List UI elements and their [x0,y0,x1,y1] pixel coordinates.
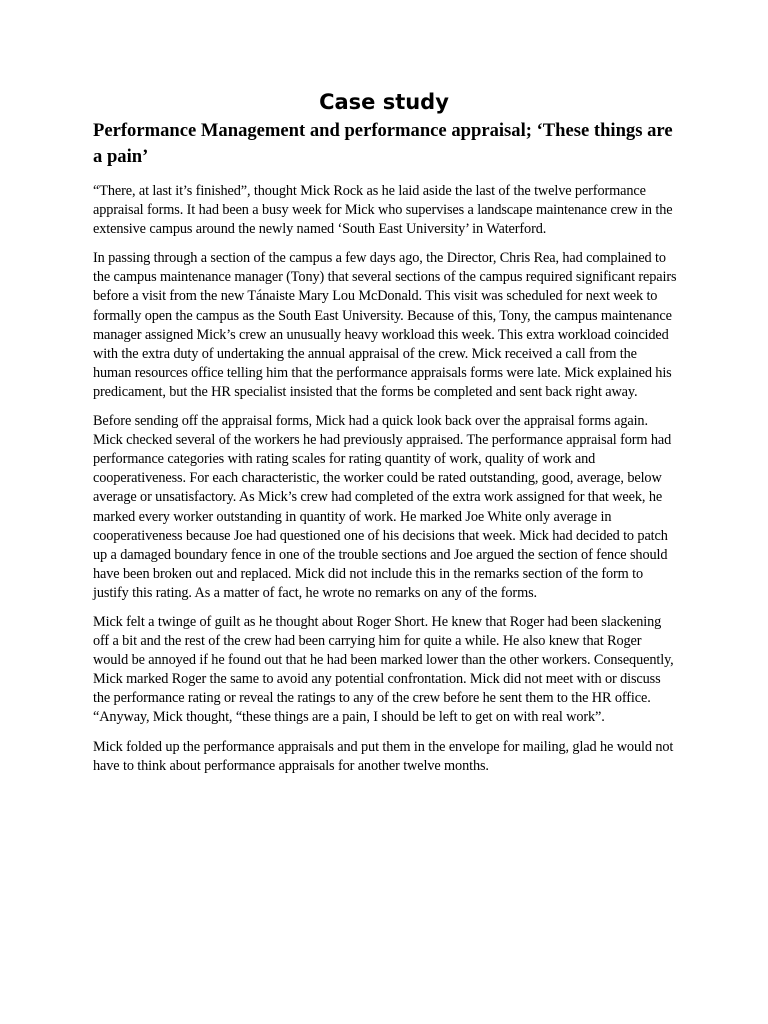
paragraph-2: In passing through a section of the campus a few days ago, the Director, Chris Rea, had complained to the campus maintenance manager (Tony) that several sections of the campus required significant repairs before a visit from the new Tánaiste Mary Lou McDonald. This visit was scheduled for next week to formally open the campus as the South East University. Because of this, Tony, the campus maintenance manager assigned Mick’s crew an unusually heavy workload this week. This extra workload coincided with the extra duty of undertaking the annual appraisal of the crew. Mick received a call from the human resources office telling him that the performance appraisals forms were late. Mick explained his predicament, but the HR specialist insisted that the forms be completed and sent back right away. [93,250,677,400]
paragraph-4: Mick felt a twinge of guilt as he thought about Roger Short. He knew that Roger had been slackening off a bit and the rest of the crew had been carrying him for quite a while. He also knew that Roger would be annoyed if he found out that he had been marked lower than the other workers. Consequently, Mick marked Roger the same to avoid any potential confrontation. Mick did not meet with or discuss the performance rating or reveal the ratings to any of the crew before he sent them to the HR office. “Anyway, Mick thought, “these things are a pain, I should be left to get on with real work”. [93,613,674,726]
document-subtitle: Performance Management and performance appraisal; ‘These things are a pain’ [93,120,673,167]
document-title: Case study [319,90,449,114]
document-body [93,118,677,786]
paragraph-1: “There, at last it’s finished”, thought Mick Rock as he laid aside the last of the twelve performance appraisal forms. It had been a busy week for Mick who supervises a landscape maintenance crew in the extensive campus around the newly named ‘South East University’ in Waterford. [93,183,673,238]
paragraph-5: Mick folded up the performance appraisals and put them in the envelope for mailing, glad he would not have to think about performance appraisals for another twelve months. [93,738,674,774]
paragraph-3: Before sending off the appraisal forms, Mick had a quick look back over the appraisal forms again. Mick checked several of the workers he had previously appraised. The performance appraisal form had performance categories with rating scales for rating quantity of work, quality of work and cooperativeness. For each characteristic, the worker could be rated outstanding, good, average, below average or unsatisfactory. As Mick’s crew had completed of the extra work assigned for that week, he marked every worker outstanding in quantity of work. He marked Joe White only average in cooperativeness because Joe had questioned one of his decisions that week. Mick had decided to patch up a damaged boundary fence in one of the trouble sections and Joe argued the section of fence should have been broken out and replaced. Mick did not include this in the remarks section of the form to justify this rating. As a matter of fact, he wrote no remarks on any of the forms. [93,413,672,601]
